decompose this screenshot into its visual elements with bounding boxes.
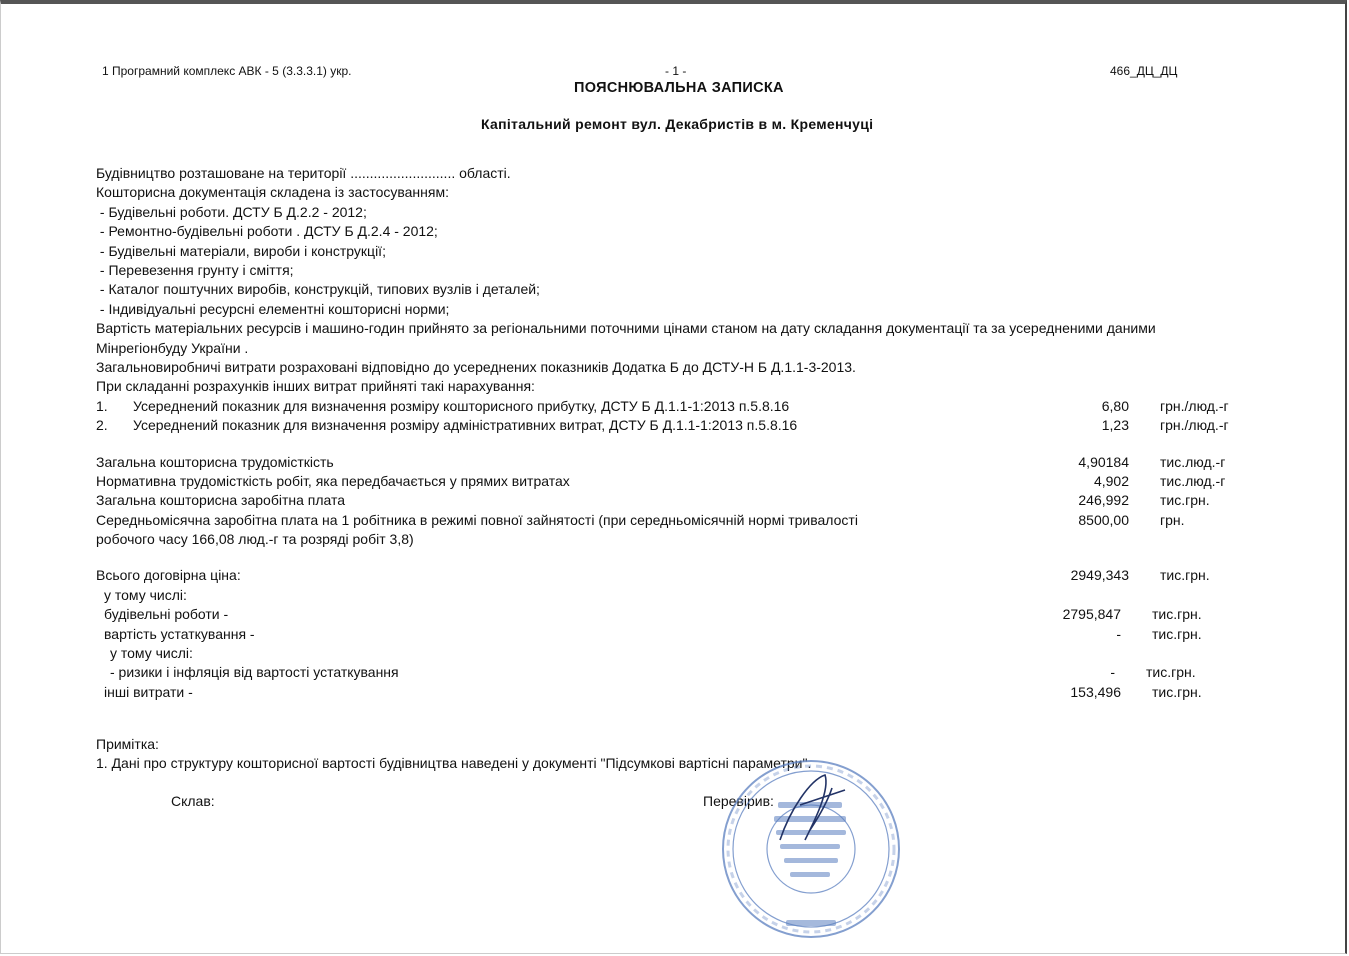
total-value: - [1110,664,1115,681]
total-value: 153,496 [1070,683,1121,700]
norm-item: - Будівельні роботи. ДСТУ Б Д.2.2 - 2012; [96,203,367,220]
charge-number: 2. [96,417,108,434]
charge-unit: грн./люд.-г [1160,417,1229,434]
total-row [96,566,1256,585]
labor-text: Загальна кошторисна трудомісткість [96,453,334,470]
total-subheading [96,644,1256,663]
header-code: 466_ДЦ_ДЦ [1110,64,1178,78]
note-item: 1. Дані про структуру кошторисної вартості будівництва наведені у документі "Підсумкові вартісні параметри". [96,755,812,771]
labor-text: Загальна кошторисна заробітна плата [96,492,346,509]
norm-item: - Індивідуальні ресурсні елементні кошторисні норми; [96,300,450,317]
total-unit: тис.грн. [1152,683,1202,700]
labor-row [96,472,1256,491]
location-line: Будівництво розташоване на території ........................... області. [96,165,511,181]
total-text: інші витрати - [104,683,193,700]
total-text: у тому числі: [104,586,187,603]
labor-row [96,453,1256,472]
header-software: 1 Програмний комплекс АВК - 5 (3.3.3.1) укр. [102,64,352,78]
total-subheading [96,586,1256,605]
labor-row [96,511,1256,530]
document-body [96,164,1256,702]
total-value: 2795,847 [1062,606,1121,623]
total-text: вартість устаткування - [104,625,255,642]
charge-unit: грн./люд.-г [1160,397,1229,414]
labor-unit: тис.грн. [1160,492,1210,509]
total-row [96,683,1256,702]
total-unit: тис.грн. [1146,664,1196,681]
other-charges-heading: При складанні розрахунків інших витрат прийняті такі нарахування: [96,378,535,395]
labor-unit: тис.люд.-г [1160,453,1226,470]
note-heading: Примітка: [96,736,159,752]
total-unit: тис.грн. [1160,567,1210,584]
labor-row-continuation: робочого часу 166,08 люд.-г та розряді робіт 3,8) [96,531,414,548]
document-subtitle: Капітальний ремонт вул. Декабристів в м. Кременчуці [481,116,874,132]
checked-by-label: Перевірив: [703,793,774,809]
labor-value: 246,992 [1078,492,1129,509]
document-title: ПОЯСНЮВАЛЬНА ЗАПИСКА [574,80,784,96]
note-block [96,735,811,773]
docs-heading: Кошторисна документація складена із застосуванням: [96,184,449,201]
total-value: - [1116,625,1121,642]
labor-value: 4,90184 [1078,453,1129,470]
composed-by-label: Склав: [171,793,215,809]
total-unit: тис.грн. [1152,625,1202,642]
charge-text: Усереднений показник для визначення розміру адміністративних витрат, ДСТУ Б Д.1.1-1:2013 п.5.8.16 [133,417,798,434]
charge-value: 1,23 [1101,417,1129,434]
charge-number: 1. [96,397,108,414]
labor-unit: тис.люд.-г [1160,472,1226,489]
norm-item: - Перевезення грунту і сміття; [96,261,294,278]
charge-row [96,397,1256,416]
total-unit: тис.грн. [1152,606,1202,623]
norm-item: - Ремонтно-будівельні роботи . ДСТУ Б Д.2.4 - 2012; [96,223,438,240]
overhead-line: Загальновиробничі витрати розраховані відповідно до усереднених показників Додатка Б до ДСТУ-Н Б Д.1.1-3-2013. [96,358,856,375]
labor-unit: грн. [1160,511,1185,528]
labor-value: 4,902 [1093,472,1129,489]
charge-value: 6,80 [1101,397,1129,414]
signature-mark [770,770,850,850]
total-text: будівельні роботи - [104,606,229,623]
labor-value: 8500,00 [1078,511,1129,528]
total-row [96,625,1256,644]
total-value: 2949,343 [1070,567,1129,584]
total-row [96,605,1256,624]
total-text: - ризики і інфляція від вартості устаткування [110,664,399,681]
prices-paragraph: Вартість матеріальних ресурсів і машино-годин прийнято за регіональними поточними цінами станом на дату складання документації та за усередненими даними Мінрегіонбуду України . [96,320,1156,356]
total-text: Всього договірна ціна: [96,567,241,584]
labor-text: Нормативна трудомісткість робіт, яка передбачається у прямих витратах [96,472,570,489]
labor-row [96,491,1256,510]
page-number: - 1 - [665,64,687,78]
charge-text: Усереднений показник для визначення розміру кошторисного прибутку, ДСТУ Б Д.1.1-1:2013 п.5.8.16 [133,397,790,414]
norm-item: - Будівельні матеріали, вироби і конструкції; [96,242,386,259]
total-text: у тому числі: [110,645,193,662]
charge-row [96,416,1256,435]
norm-item: - Каталог поштучних виробів, конструкцій, типових вузлів і деталей; [96,281,540,298]
total-row [96,663,1256,682]
labor-text: Середньомісячна заробітна плата на 1 робітника в режимі повної зайнятості (при середньомісячній нормі тривалості [96,511,858,528]
